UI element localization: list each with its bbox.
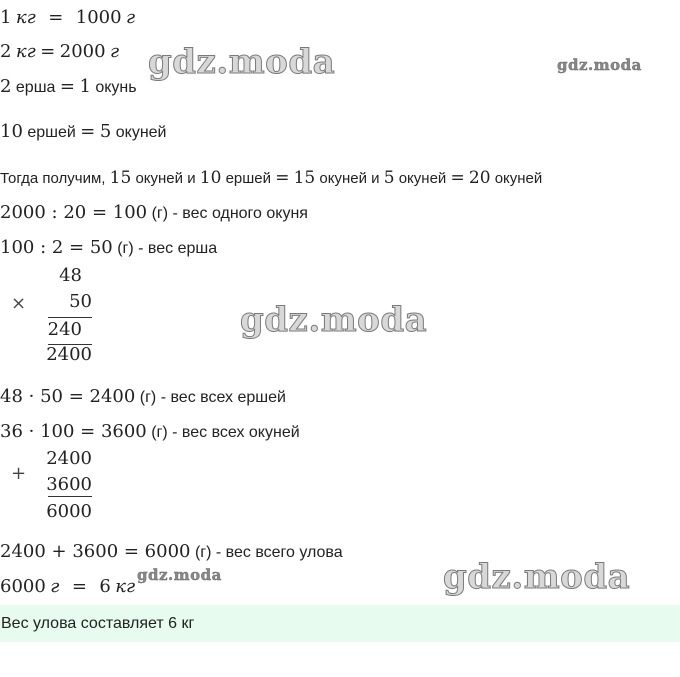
label: (г) - вес ерша: [117, 240, 218, 257]
watermark: gdz.moda: [557, 56, 642, 74]
equals-sign: =: [40, 41, 56, 62]
label: окуней: [494, 170, 543, 187]
unit: кг: [115, 576, 136, 597]
addend: 3600: [46, 474, 92, 495]
value: 20: [468, 168, 491, 188]
unit: кг: [15, 41, 36, 62]
expression: 36 · 100 = 3600: [0, 421, 147, 442]
label: (г) - вес всего улова: [194, 544, 343, 561]
value: 2000: [59, 41, 106, 62]
unit: кг: [15, 7, 36, 28]
equation-line-2: [0, 41, 119, 64]
rule-line: [48, 496, 92, 497]
value: 5: [383, 168, 395, 188]
multiplier: 50: [69, 291, 92, 312]
value: 2: [0, 76, 12, 97]
label: (г) - вес всех окуней: [151, 424, 300, 441]
label: ершей: [27, 124, 76, 141]
equals-sign: =: [450, 168, 465, 188]
equation-line-6: [0, 202, 308, 225]
expression: 100 : 2 = 50: [0, 237, 113, 258]
value: 1000: [75, 7, 122, 28]
equals-sign: =: [80, 121, 96, 142]
equation-line-3: [0, 76, 137, 99]
value: 1: [0, 7, 12, 28]
equation-line-8: [0, 386, 286, 409]
watermark: gdz.moda: [443, 557, 631, 597]
label: окуней: [115, 124, 167, 141]
expression: 2400 + 3600 = 6000: [0, 541, 191, 562]
label: окуней и: [135, 170, 196, 187]
equation-line-11: [0, 576, 135, 599]
value: 5: [99, 121, 112, 142]
rule-line: [48, 317, 92, 318]
unit: г: [126, 7, 136, 28]
value: 6000: [0, 576, 46, 597]
equals-sign: =: [275, 168, 290, 188]
label: (г) - вес всех ершей: [139, 389, 286, 406]
equation-line-9: [0, 421, 300, 444]
value: 1: [79, 76, 91, 97]
equation-line-5: [0, 167, 542, 190]
equals-sign: =: [48, 7, 64, 28]
label: (г) - вес одного окуня: [151, 205, 308, 222]
value: 2: [0, 41, 12, 62]
label: окуней и: [319, 170, 380, 187]
value: 6: [99, 576, 111, 597]
equation-line-10: [0, 541, 343, 564]
label: окунь: [95, 79, 137, 96]
product: 2400: [46, 344, 92, 365]
label: ершей: [225, 170, 272, 187]
label: ерша: [15, 79, 56, 96]
partial-product: 240: [47, 319, 82, 340]
value: 10: [0, 121, 23, 142]
expression: 2000 : 20 = 100: [0, 202, 148, 223]
multiply-sign: ×: [11, 293, 27, 314]
value: 10: [199, 168, 222, 188]
value: 15: [293, 168, 316, 188]
watermark: gdz.moda: [137, 566, 222, 584]
watermark: gdz.moda: [148, 42, 336, 82]
unit: г: [110, 41, 120, 62]
value: 15: [109, 168, 132, 188]
label: Тогда получим,: [0, 170, 106, 187]
equation-line-4: [0, 121, 166, 144]
equation-line-7: [0, 237, 217, 260]
multiplicand: 48: [59, 265, 82, 286]
expression: 48 · 50 = 2400: [0, 386, 136, 407]
unit: г: [50, 576, 60, 597]
watermark: gdz.moda: [240, 300, 428, 340]
equals-sign: =: [59, 76, 75, 97]
label: окуней: [398, 170, 447, 187]
equation-line-1: [0, 7, 135, 30]
plus-sign: +: [11, 463, 27, 484]
sum: 6000: [46, 501, 92, 522]
answer-text: Вес улова составляет 6 кг: [1, 615, 195, 632]
equals-sign: =: [71, 576, 87, 597]
addend: 2400: [46, 448, 92, 469]
